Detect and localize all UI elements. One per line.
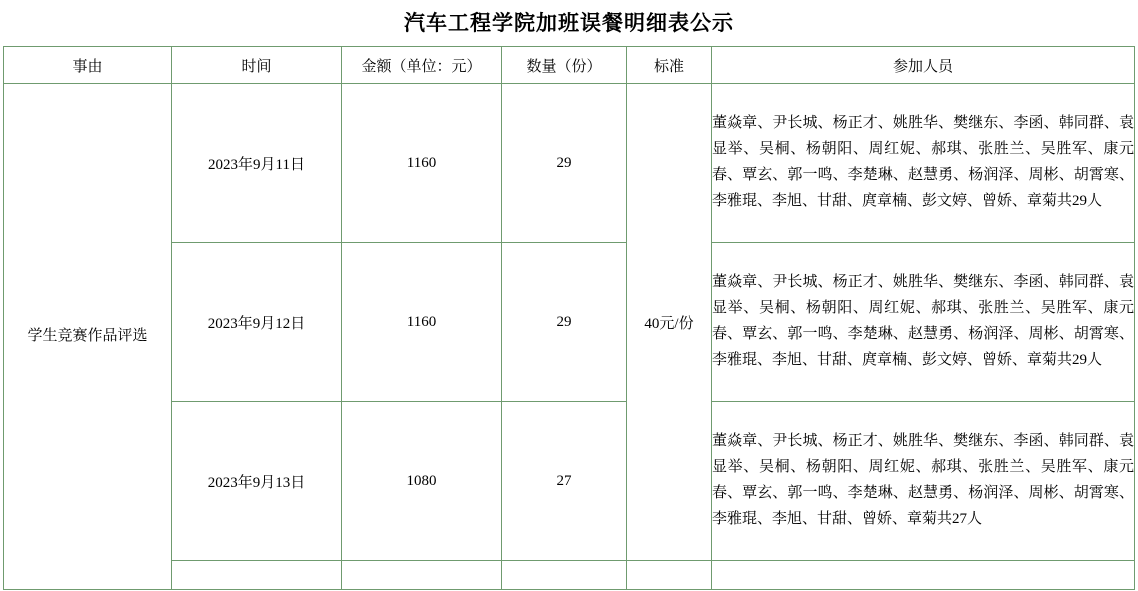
table-row bbox=[4, 84, 1135, 243]
table-row bbox=[4, 402, 1135, 561]
cell-quantity: 29 bbox=[502, 243, 627, 402]
cell-quantity: 29 bbox=[502, 84, 627, 243]
header-standard: 标准 bbox=[627, 47, 712, 84]
cell-participants: 董焱章、尹长城、杨正才、姚胜华、樊继东、李函、韩同群、袁显举、吴桐、杨朝阳、周红妮、郝琪、张胜兰、吴胜军、康元春、覃玄、郭一鸣、李楚琳、赵慧勇、杨润泽、周彬、胡霄寒、李雅琨、李旭、甘甜、庹章楠、彭文婷、曾娇、章菊共29人 bbox=[712, 243, 1135, 402]
header-time: 时间 bbox=[172, 47, 342, 84]
cell-time-empty bbox=[172, 561, 342, 590]
header-reason: 事由 bbox=[4, 47, 172, 84]
cell-time: 2023年9月12日 bbox=[172, 243, 342, 402]
cell-quantity: 27 bbox=[502, 402, 627, 561]
cell-reason: 学生竞赛作品评选 bbox=[4, 84, 172, 590]
cell-time: 2023年9月11日 bbox=[172, 84, 342, 243]
cell-participants: 董焱章、尹长城、杨正才、姚胜华、樊继东、李函、韩同群、袁显举、吴桐、杨朝阳、周红妮、郝琪、张胜兰、吴胜军、康元春、覃玄、郭一鸣、李楚琳、赵慧勇、杨润泽、周彬、胡霄寒、李雅琨、李旭、甘甜、曾娇、章菊共27人 bbox=[712, 402, 1135, 561]
cell-participants: 董焱章、尹长城、杨正才、姚胜华、樊继东、李函、韩同群、袁显举、吴桐、杨朝阳、周红妮、郝琪、张胜兰、吴胜军、康元春、覃玄、郭一鸣、李楚琳、赵慧勇、杨润泽、周彬、胡霄寒、李雅琨、李旭、甘甜、庹章楠、彭文婷、曾娇、章菊共29人 bbox=[712, 84, 1135, 243]
table-row bbox=[4, 243, 1135, 402]
table-row-partial bbox=[4, 561, 1135, 590]
cell-time: 2023年9月13日 bbox=[172, 402, 342, 561]
header-quantity: 数量（份） bbox=[502, 47, 627, 84]
page-title: 汽车工程学院加班误餐明细表公示 bbox=[404, 11, 734, 35]
table-header-row bbox=[4, 47, 1135, 84]
cell-amount: 1160 bbox=[342, 243, 502, 402]
cell-amount-empty bbox=[342, 561, 502, 590]
overtime-meal-table bbox=[3, 46, 1135, 590]
cell-amount: 1160 bbox=[342, 84, 502, 243]
cell-amount: 1080 bbox=[342, 402, 502, 561]
header-participants: 参加人员 bbox=[712, 47, 1135, 84]
cell-standard-empty bbox=[627, 561, 712, 590]
cell-quantity-empty bbox=[502, 561, 627, 590]
cell-standard: 40元/份 bbox=[627, 84, 712, 561]
header-amount: 金额（单位：元） bbox=[342, 47, 502, 84]
cell-participants-empty bbox=[712, 561, 1135, 590]
